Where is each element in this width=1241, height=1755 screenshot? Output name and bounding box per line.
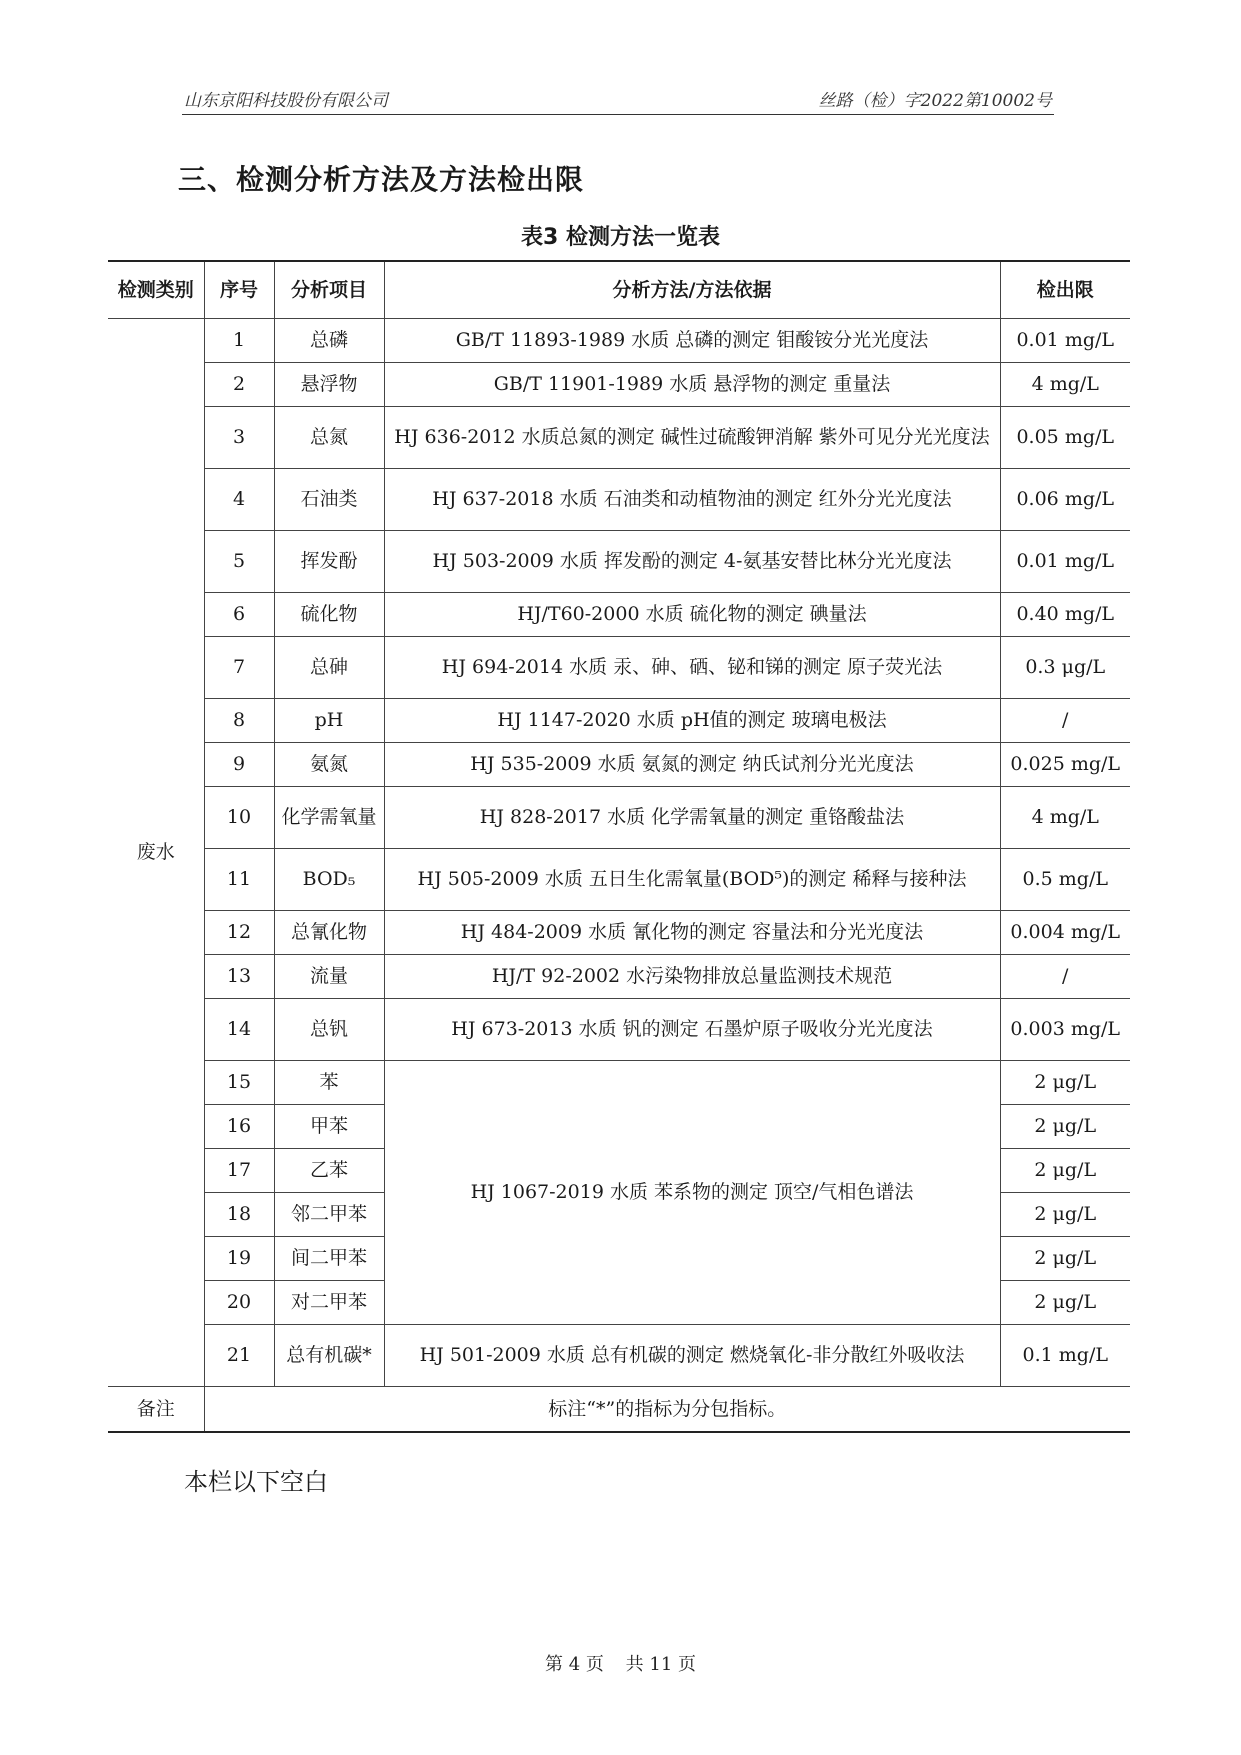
table-header-row [108, 261, 1130, 319]
row-item: pH [274, 699, 384, 743]
row-no: 6 [204, 593, 274, 637]
row-no: 20 [204, 1281, 274, 1325]
row-method: HJ 673-2013 水质 钒的测定 石墨炉原子吸收分光光度法 [384, 999, 1000, 1061]
col-header-method: 分析方法/方法依据 [384, 261, 1000, 319]
page-footer [0, 1650, 1241, 1676]
row-item: 挥发酚 [274, 531, 384, 593]
table-row [108, 593, 1130, 637]
row-item: 苯 [274, 1061, 384, 1105]
row-item: BOD₅ [274, 849, 384, 911]
row-method: HJ 484-2009 水质 氰化物的测定 容量法和分光光度法 [384, 911, 1000, 955]
row-limit: 0.004 mg/L [1000, 911, 1130, 955]
row-limit: 0.05 mg/L [1000, 407, 1130, 469]
row-item: 总氮 [274, 407, 384, 469]
table-row [108, 531, 1130, 593]
row-no: 7 [204, 637, 274, 699]
row-no: 21 [204, 1325, 274, 1387]
row-limit: / [1000, 699, 1130, 743]
row-method: HJ 694-2014 水质 汞、砷、硒、铋和锑的测定 原子荧光法 [384, 637, 1000, 699]
col-header-item: 分析项目 [274, 261, 384, 319]
row-method: HJ/T 92-2002 水污染物排放总量监测技术规范 [384, 955, 1000, 999]
row-limit: 0.003 mg/L [1000, 999, 1130, 1061]
table-row [108, 363, 1130, 407]
row-item: 总氰化物 [274, 911, 384, 955]
row-item: 间二甲苯 [274, 1237, 384, 1281]
row-limit: 4 mg/L [1000, 363, 1130, 407]
row-limit: 0.5 mg/L [1000, 849, 1130, 911]
blank-below-text: 本栏以下空白 [184, 1468, 328, 1496]
row-limit: 0.01 mg/L [1000, 319, 1130, 363]
row-no: 17 [204, 1149, 274, 1193]
row-no: 5 [204, 531, 274, 593]
row-limit: 2 μg/L [1000, 1237, 1130, 1281]
table-row [108, 637, 1130, 699]
merged-method-cell: HJ 1067-2019 水质 苯系物的测定 顶空/气相色谱法 [384, 1061, 1000, 1325]
row-item: 总钒 [274, 999, 384, 1061]
row-method: GB/T 11893-1989 水质 总磷的测定 钼酸铵分光光度法 [384, 319, 1000, 363]
row-no: 1 [204, 319, 274, 363]
col-header-limit: 检出限 [1000, 261, 1130, 319]
row-no: 15 [204, 1061, 274, 1105]
row-limit: 0.1 mg/L [1000, 1325, 1130, 1387]
table-row [108, 955, 1130, 999]
table-row [108, 407, 1130, 469]
row-limit: 0.06 mg/L [1000, 469, 1130, 531]
row-no: 13 [204, 955, 274, 999]
row-method: HJ 505-2009 水质 五日生化需氧量(BOD⁵)的测定 稀释与接种法 [384, 849, 1000, 911]
row-method: HJ 828-2017 水质 化学需氧量的测定 重铬酸盐法 [384, 787, 1000, 849]
table-row [108, 911, 1130, 955]
col-header-no: 序号 [204, 261, 274, 319]
row-item: 对二甲苯 [274, 1281, 384, 1325]
row-no: 19 [204, 1237, 274, 1281]
report-number: 丝路（检）字2022第10002号 [818, 91, 1052, 111]
table-title: 表3 检测方法一览表 [521, 225, 720, 250]
table-row [108, 849, 1130, 911]
row-limit: 4 mg/L [1000, 787, 1130, 849]
table-row [108, 999, 1130, 1061]
row-limit: 0.3 μg/L [1000, 637, 1130, 699]
row-item: 氨氮 [274, 743, 384, 787]
methods-table [108, 260, 1130, 1433]
table-row [108, 469, 1130, 531]
row-no: 8 [204, 699, 274, 743]
row-item: 乙苯 [274, 1149, 384, 1193]
table-row [108, 699, 1130, 743]
row-item: 总砷 [274, 637, 384, 699]
page-header [182, 84, 1054, 115]
row-limit: 2 μg/L [1000, 1149, 1130, 1193]
company-name: 山东京阳科技股份有限公司 [184, 91, 388, 111]
row-no: 3 [204, 407, 274, 469]
row-item: 总磷 [274, 319, 384, 363]
row-no: 9 [204, 743, 274, 787]
row-item: 悬浮物 [274, 363, 384, 407]
row-no: 11 [204, 849, 274, 911]
row-method: HJ 503-2009 水质 挥发酚的测定 4-氨基安替比林分光光度法 [384, 531, 1000, 593]
row-limit: 2 μg/L [1000, 1281, 1130, 1325]
note-text: 标注“*”的指标为分包指标。 [204, 1387, 1130, 1433]
table-row [108, 787, 1130, 849]
row-no: 12 [204, 911, 274, 955]
row-item: 硫化物 [274, 593, 384, 637]
row-method: HJ 636-2012 水质总氮的测定 碱性过硫酸钾消解 紫外可见分光光度法 [384, 407, 1000, 469]
col-header-category: 检测类别 [108, 261, 204, 319]
row-no: 4 [204, 469, 274, 531]
row-limit: 2 μg/L [1000, 1105, 1130, 1149]
table-row [108, 743, 1130, 787]
row-method: HJ 1147-2020 水质 pH值的测定 玻璃电极法 [384, 699, 1000, 743]
row-no: 10 [204, 787, 274, 849]
row-limit: 2 μg/L [1000, 1061, 1130, 1105]
table-row [108, 319, 1130, 363]
row-item: 化学需氧量 [274, 787, 384, 849]
row-method: HJ 501-2009 水质 总有机碳的测定 燃烧氧化-非分散红外吸收法 [384, 1325, 1000, 1387]
row-item: 总有机碳* [274, 1325, 384, 1387]
row-item: 邻二甲苯 [274, 1193, 384, 1237]
row-method: GB/T 11901-1989 水质 悬浮物的测定 重量法 [384, 363, 1000, 407]
page-total: 共 11 页 [625, 1654, 696, 1675]
note-label: 备注 [108, 1387, 204, 1433]
row-item: 甲苯 [274, 1105, 384, 1149]
row-no: 18 [204, 1193, 274, 1237]
page-number: 第 4 页 [545, 1654, 604, 1675]
section-title: 三、检测分析方法及方法检出限 [178, 163, 585, 196]
note-row [108, 1387, 1130, 1433]
row-item: 石油类 [274, 469, 384, 531]
row-method: HJ 637-2018 水质 石油类和动植物油的测定 红外分光光度法 [384, 469, 1000, 531]
category-cell: 废水 [108, 319, 204, 1387]
row-limit: 2 μg/L [1000, 1193, 1130, 1237]
row-method: HJ/T60-2000 水质 硫化物的测定 碘量法 [384, 593, 1000, 637]
row-no: 14 [204, 999, 274, 1061]
row-limit: 0.025 mg/L [1000, 743, 1130, 787]
row-limit: / [1000, 955, 1130, 999]
row-limit: 0.40 mg/L [1000, 593, 1130, 637]
row-method: HJ 535-2009 水质 氨氮的测定 纳氏试剂分光光度法 [384, 743, 1000, 787]
row-no: 16 [204, 1105, 274, 1149]
table-row [108, 1325, 1130, 1387]
row-no: 2 [204, 363, 274, 407]
table-row [108, 1061, 1130, 1105]
row-item: 流量 [274, 955, 384, 999]
row-limit: 0.01 mg/L [1000, 531, 1130, 593]
